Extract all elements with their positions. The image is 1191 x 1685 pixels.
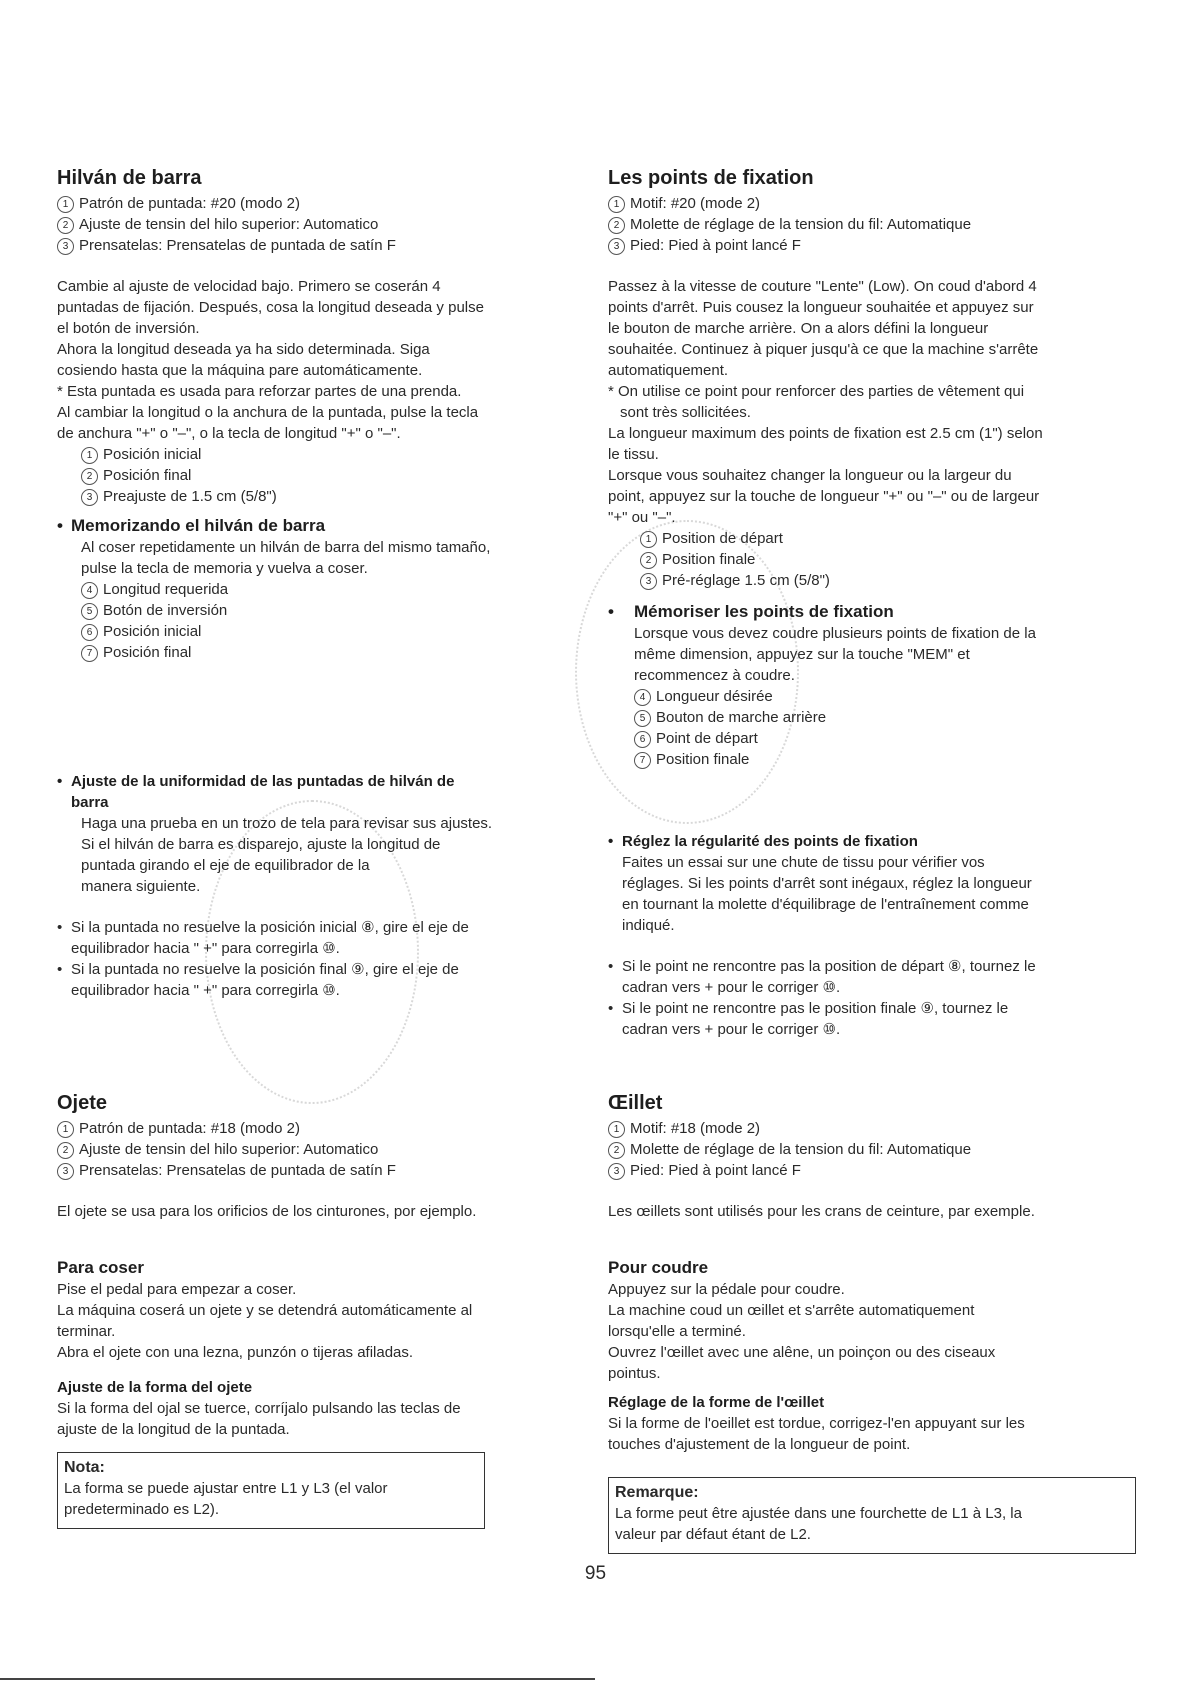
list-item: 4 Longueur désirée xyxy=(634,686,1168,707)
settings-item: 2 Ajuste de tensin del hilo superior: Automatico xyxy=(57,214,587,235)
circled-number: 3 xyxy=(81,489,98,506)
bullet-icon: • xyxy=(57,919,63,936)
page-number: 95 xyxy=(584,1563,607,1584)
section-title-para-coser: Para coser xyxy=(57,1258,144,1277)
subsection-title-memoriser: • Mémoriser les points de fixation xyxy=(608,602,894,621)
circled-number: 1 xyxy=(57,196,74,213)
circled-number: 1 xyxy=(640,531,657,548)
nota-title: Nota: xyxy=(64,1459,105,1476)
bullet-icon: • xyxy=(57,516,63,535)
spanish-column xyxy=(57,165,587,663)
settings-item: 3 Pied: Pied à point lancé F xyxy=(608,1160,1168,1181)
list-item: 3 Pré-réglage 1.5 cm (5/8") xyxy=(640,570,1168,591)
body-text: Passez à la vitesse de couture "Lente" (Low). On coud d'abord 4 points d'arrêt. Puis cousez la longueur souhaitée et appuyez sur le bouton de marche arrière. On a alors défini la longueur souhaitée. Continuez à piquer jusqu'à ce que la machine s'arrête automatiquement. * On utilise ce point pour renforcer des parties de vêtement qui sont très sollicitées. La longueur maximum des points de fixation est 2.5 cm (1") selon le tissu. Lorsque vous souhaitez changer la longueur ou la largeur du point, appuyez sur la touche de longueur "+" ou "–" ou de largeur "+" ou "–". xyxy=(608,278,1043,526)
settings-item: 3 Pied: Pied à point lancé F xyxy=(608,235,1168,256)
remarque-box: Remarque: La forme peut être ajustée dans une fourchette de L1 à L3, la valeur par défaut étant de L2. xyxy=(608,1477,1136,1554)
list-item: • Si la puntada no resuelve la posición final ⑨, gire el eje de equilibrador hacia " +" para corregirla ⑩. xyxy=(57,961,459,999)
subsection-title-memorizando: • Memorizando el hilván de barra xyxy=(57,516,326,535)
list-item: 2 Posición final xyxy=(81,465,587,486)
settings-item: 3 Prensatelas: Prensatelas de puntada de satín F xyxy=(57,1160,587,1181)
list-item: • Si le point ne rencontre pas la position de départ ⑧, tournez le cadran vers + pour le corriger ⑩. xyxy=(608,958,1036,996)
circled-number: 2 xyxy=(57,1142,74,1159)
circled-number: 6 xyxy=(81,624,98,641)
list-item: 7 Posición final xyxy=(81,642,587,663)
body-text: Al coser repetidamente un hilván de barra del mismo tamaño, pulse la tecla de memoria y vuelva a coser. 4 Longitud requerida 5 Botón de inversión 6 Posición inicial 7 Posición final xyxy=(57,537,587,663)
section-title-hilvan: Hilván de barra xyxy=(57,167,202,189)
list-item: 5 Bouton de marche arrière xyxy=(634,707,1168,728)
list-item: 6 Point de départ xyxy=(634,728,1168,749)
positions-list xyxy=(608,528,1168,591)
body-text: Les œillets sont utilisés pour les crans de ceinture, par exemple. xyxy=(608,1203,1035,1220)
circled-number: 1 xyxy=(81,447,98,464)
circled-number: 2 xyxy=(57,217,74,234)
body-text: Haga una prueba en un trozo de tela para revisar sus ajustes. Si el hilván de barra es disparejo, ajuste la longitud de puntada girando el eje de equilibrador de la manera siguiente. xyxy=(81,815,493,895)
settings-list xyxy=(57,193,587,256)
circled-number: 2 xyxy=(81,468,98,485)
list-item: 4 Longitud requerida xyxy=(81,579,587,600)
circled-number: 3 xyxy=(57,1163,74,1180)
list-item: • Si le point ne rencontre pas le position finale ⑨, tournez le cadran vers + pour le corriger ⑩. xyxy=(608,1000,1009,1038)
circled-number: 2 xyxy=(640,552,657,569)
subsection-title-reglez: • Réglez la régularité des points de fixation xyxy=(608,833,918,850)
list-item: • Si la puntada no resuelve la posición inicial ⑧, gire el eje de equilibrador hacia " +" para corregirla ⑩. xyxy=(57,919,469,957)
list-item: 1 Position de départ xyxy=(640,528,1168,549)
body-text: Faites un essai sur une chute de tissu pour vérifier vos réglages. Si les points d'arrêt sont inégaux, réglez la longueur en tournant la molette d'équilibrage de l'entraînement comme indiqué. xyxy=(622,854,1032,934)
settings-item: 2 Molette de réglage de la tension du fil: Automatique xyxy=(608,1139,1168,1160)
circled-number: 7 xyxy=(81,645,98,662)
remarque-title: Remarque: xyxy=(615,1484,699,1501)
list-item: 3 Preajuste de 1.5 cm (5/8") xyxy=(81,486,587,507)
section-title-pour-coudre: Pour coudre xyxy=(608,1258,709,1277)
subsection-title-forma: Ajuste de la forma del ojete xyxy=(57,1379,253,1396)
settings-item: 1 Patrón de puntada: #18 (modo 2) xyxy=(57,1118,587,1139)
bullet-icon: • xyxy=(608,833,614,850)
spanish-coser-section: Para coser Pise el pedal para empezar a coser. La máquina coserá un ojete y se detendrá automáticamente al terminar. Abra el ojete con una lezna, punzón o tijeras afiladas. Ajuste de la forma del ojete Si la forma del ojal se tuerce, corríjalo pulsando las teclas de ajuste de la longitud de la puntada. xyxy=(57,1257,587,1440)
settings-item: 1 Patrón de puntada: #20 (modo 2) xyxy=(57,193,587,214)
bullet-icon: • xyxy=(608,958,614,975)
circled-number: 1 xyxy=(57,1121,74,1138)
circled-number: 3 xyxy=(57,238,74,255)
circled-number: 2 xyxy=(608,1142,625,1159)
section-title-oeillet: Œillet xyxy=(608,1092,663,1114)
circled-number: 1 xyxy=(608,196,625,213)
list-item: 1 Posición inicial xyxy=(81,444,587,465)
circled-number: 4 xyxy=(634,689,651,706)
french-coudre-section: Pour coudre Appuyez sur la pédale pour coudre. La machine coud un œillet et s'arrête automatiquement lorsqu'elle a terminé. Ouvrez l'œillet avec une alêne, un poinçon ou des ciseaux pointus. Réglage de la forme de l'œillet Si la forme de l'oeillet est tordue, corrigez-l'en appuyant sur les touches d'ajustement de la longueur de point. xyxy=(608,1257,1168,1455)
spanish-ajuste-section: • Ajuste de la uniformidad de las puntadas de hilván de barra Haga una prueba en un trozo de tela para revisar sus ajustes. Si el hilván de barra es disparejo, ajuste la longitud de puntada girando el eje de equilibrador de la manera siguiente. • Si la puntada no resuelve la posición inicial ⑧, gire el eje de equilibrador hacia " +" para corregirla ⑩. • Si la puntada no resuelve la posición final ⑨, gire el eje de equilibrador hacia " +" para corregirla ⑩. xyxy=(57,772,587,1001)
settings-item: 3 Prensatelas: Prensatelas de puntada de satín F xyxy=(57,235,587,256)
spanish-ojete-section xyxy=(57,1090,587,1222)
bullet-icon: • xyxy=(608,602,614,621)
list-item: 6 Posición inicial xyxy=(81,621,587,642)
bullet-icon: • xyxy=(57,773,63,790)
subsection-title-ajuste: • Ajuste de la uniformidad de las puntadas de hilván de xyxy=(57,773,455,790)
french-reglez-section xyxy=(608,832,1168,1040)
settings-item: 2 Ajuste de tensin del hilo superior: Automatico xyxy=(57,1139,587,1160)
list-item: 7 Position finale xyxy=(634,749,1168,770)
circled-number: 3 xyxy=(608,1163,625,1180)
body-text: Cambie al ajuste de velocidad bajo. Primero se coserán 4 puntadas de fijación. Después, cosa la longitud deseada y pulse el botón de inversión. Ahora la longitud deseada ya ha sido determinada. Siga cosiendo hasta que la máquina pare automáticamente. * Esta puntada es usada para reforzar partes de una prenda. Al cambiar la longitud o la anchura de la puntada, pulse la tecla de anchura "+" o "–", o la tecla de longitud "+" o "–". xyxy=(57,278,484,442)
circled-number: 4 xyxy=(81,582,98,599)
circled-number: 5 xyxy=(634,710,651,727)
nota-box: Nota: La forma se puede ajustar entre L1 y L3 (el valor predeterminado es L2). xyxy=(57,1452,485,1529)
body-text: Lorsque vous devez coudre plusieurs points de fixation de la même dimension, appuyez sur la touche "MEM" et recommencez à coudre. 4 Longueur désirée 5 Bouton de marche arrière 6 Point de départ 7 Position finale xyxy=(608,623,1168,770)
settings-item: 2 Molette de réglage de la tension du fil: Automatique xyxy=(608,214,1168,235)
circled-number: 1 xyxy=(608,1121,625,1138)
circled-number: 7 xyxy=(634,752,651,769)
positions-list xyxy=(57,444,587,507)
list-item: 5 Botón de inversión xyxy=(81,600,587,621)
footer-rule xyxy=(0,1678,595,1680)
settings-item: 1 Motif: #18 (mode 2) xyxy=(608,1118,1168,1139)
french-column xyxy=(608,165,1168,770)
subsection-title-reglage: Réglage de la forme de l'œillet xyxy=(608,1394,825,1411)
body-text: El ojete se usa para los orificios de los cinturones, por ejemplo. xyxy=(57,1203,477,1220)
bullet-icon: • xyxy=(608,1000,614,1017)
settings-item: 1 Motif: #20 (mode 2) xyxy=(608,193,1168,214)
circled-number: 6 xyxy=(634,731,651,748)
list-item: 2 Position finale xyxy=(640,549,1168,570)
circled-number: 3 xyxy=(608,238,625,255)
french-oeillet-section xyxy=(608,1090,1168,1222)
circled-number: 2 xyxy=(608,217,625,234)
section-title-fixation: Les points de fixation xyxy=(608,167,814,189)
bullet-icon: • xyxy=(57,961,63,978)
circled-number: 3 xyxy=(640,573,657,590)
section-title-ojete: Ojete xyxy=(57,1092,108,1114)
circled-number: 5 xyxy=(81,603,98,620)
